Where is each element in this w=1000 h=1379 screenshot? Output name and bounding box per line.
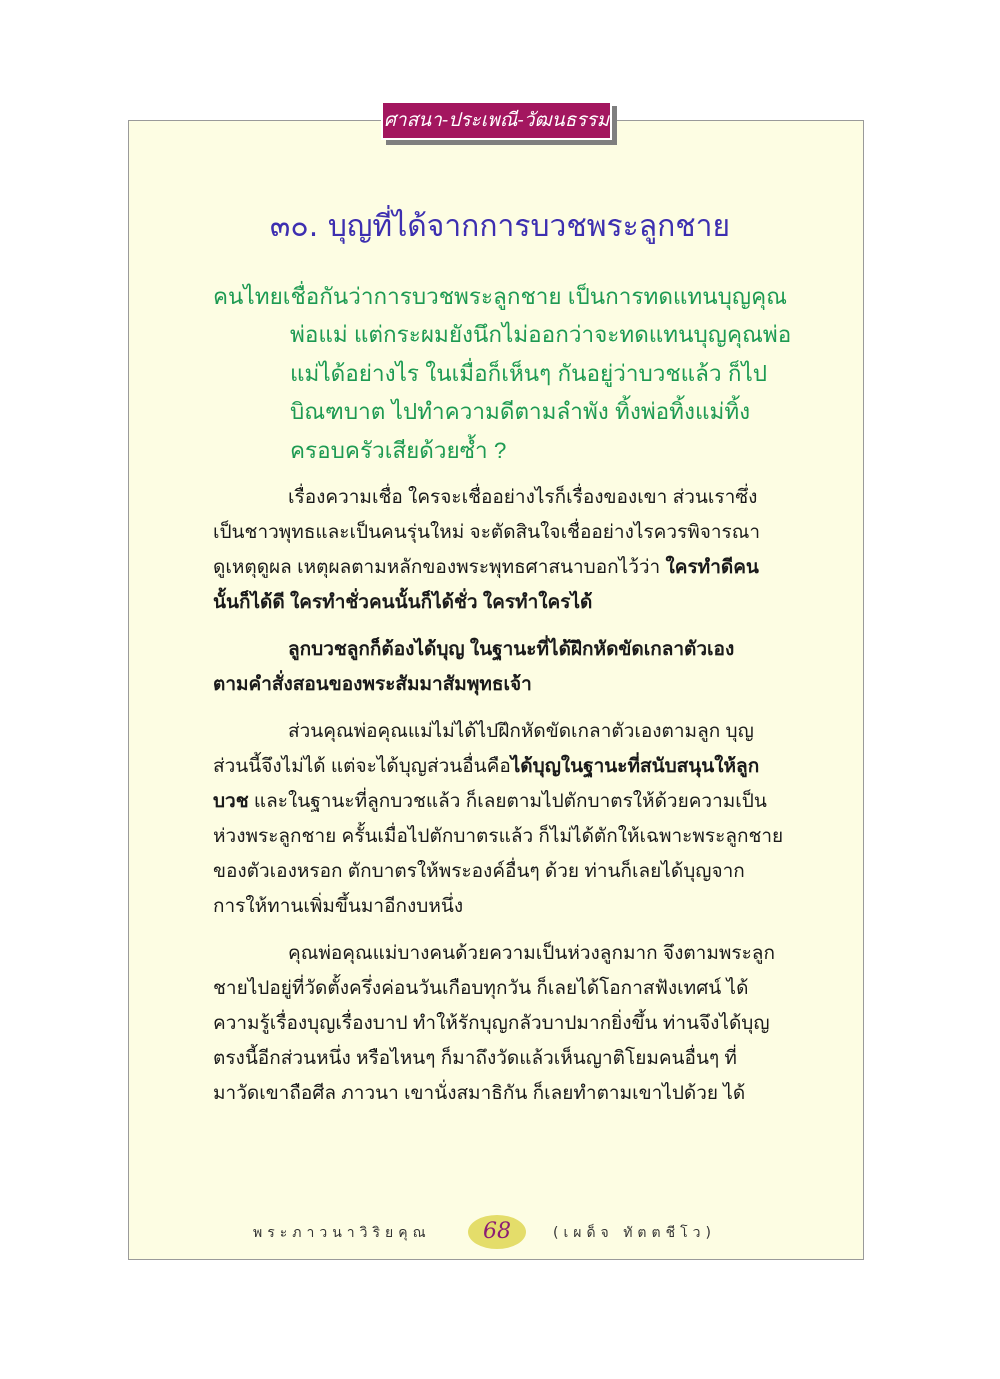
body-bold-text: ลูกบวชลูกก็ต้องได้บุญ ในฐานะที่ได้ฝึกหัดขัดเกลาตัวเอง xyxy=(288,639,735,660)
paragraph-3 xyxy=(213,714,793,924)
page-footer xyxy=(128,1212,864,1252)
paragraph-2 xyxy=(213,632,793,702)
body-line xyxy=(213,784,793,819)
body-line: ตรงนี้อีกส่วนหนึ่ง หรือไหนๆ ก็มาถึงวัดแล้วเห็นญาติโยมคนอื่นๆ ที่ xyxy=(213,1048,737,1069)
footer-author: (เผด็จ ทัตตชีโว) xyxy=(553,1225,716,1241)
body-line: ของตัวเองหรอก ตักบาตรให้พระองค์อื่นๆ ด้วย ท่านก็เลยได้บุญจาก xyxy=(213,861,745,882)
body-line xyxy=(213,749,793,784)
body-line: การให้ทานเพิ่มขึ้นมาอีกงบหนึ่ง xyxy=(213,896,464,917)
intro-line: คนไทยเชื่อกันว่าการบวชพระลูกชาย เป็นการทดแทนบุญคุณ xyxy=(213,284,788,309)
intro-question xyxy=(213,278,803,470)
intro-line: แม่ได้อย่างไร ในเมื่อก็เห็นๆ กันอยู่ว่าบวชแล้ว ก็ไป xyxy=(290,360,768,386)
body-text: ดูเหตุดูผล เหตุผลตามหลักของพระพุทธศาสนาบอกไว้ว่า xyxy=(213,557,666,578)
body-line xyxy=(213,632,793,667)
body-line: เรื่องความเชื่อ ใครจะเชื่ออย่างไรก็เรื่องของเขา ส่วนเราซึ่ง xyxy=(288,487,758,508)
intro-line: บิณฑบาต ไปทำความดีตามลำพัง ทิ้งพ่อทิ้งแม่ทิ้ง xyxy=(290,399,751,425)
body-line: ห่วงพระลูกชาย ครั้นเมื่อไปตักบาตรแล้ว ก็ไม่ได้ตักให้เฉพาะพระลูกชาย xyxy=(213,826,784,847)
body-bold-text: ใครทำดีคน xyxy=(665,557,759,578)
body-bold-text: ตามคำสั่งสอนของพระสัมมาสัมพุทธเจ้า xyxy=(213,674,532,695)
body-text: และในฐานะที่ลูกบวชแล้ว ก็เลยตามไปตักบาตรให้ด้วยความเป็น xyxy=(248,791,767,812)
body-text: ส่วนนี้จึงไม่ได้ แต่จะได้บุญส่วนอื่นคือ xyxy=(213,756,511,777)
body-line: มาวัดเขาถือศีล ภาวนา เขานั่งสมาธิกัน ก็เลยทำตามเขาไปด้วย ได้ xyxy=(213,1083,746,1104)
body-line xyxy=(213,585,793,620)
body-bold-text: ได้บุญในฐานะที่สนับสนุนให้ลูก xyxy=(510,756,760,777)
body-line: เป็นชาวพุทธและเป็นคนรุ่นใหม่ จะตัดสินใจเชื่ออย่างไรควรพิจารณา xyxy=(213,522,761,543)
body-line xyxy=(213,667,793,702)
paragraph-1 xyxy=(213,480,793,620)
body-line: คุณพ่อคุณแม่บางคนด้วยความเป็นห่วงลูกมาก จึงตามพระลูก xyxy=(288,943,775,964)
footer-book-title: พระภาวนาวิริยคุณ xyxy=(253,1225,431,1241)
article-title: ๓๐. บุญที่ได้จากการบวชพระลูกชาย xyxy=(269,209,731,244)
article-body xyxy=(213,480,793,1123)
intro-line: ครอบครัวเสียด้วยซ้ำ ? xyxy=(290,437,507,463)
body-line xyxy=(213,550,793,585)
intro-line: พ่อแม่ แต่กระผมยังนึกไม่ออกว่าจะทดแทนบุญคุณพ่อ xyxy=(290,322,792,348)
paragraph-4 xyxy=(213,936,793,1111)
body-line: ส่วนคุณพ่อคุณแม่ไม่ได้ไปฝึกหัดขัดเกลาตัวเองตามลูก บุญ xyxy=(288,721,754,742)
body-line: ชายไปอยู่ที่วัดตั้งครึ่งค่อนวันเกือบทุกวัน ก็เลยได้โอกาสฟังเทศน์ ได้ xyxy=(213,978,749,999)
section-header-tab: ศาสนา-ประเพณี-วัฒนธรรม xyxy=(381,101,612,140)
body-bold-text: นั้นก็ได้ดี ใครทำชั่วคนนั้นก็ได้ชั่ว ใครทำใครได้ xyxy=(213,592,593,613)
body-bold-text: บวช xyxy=(213,791,249,812)
body-line: ความรู้เรื่องบุญเรื่องบาป ทำให้รักบุญกลัวบาปมากยิ่งขึ้น ท่านจึงได้บุญ xyxy=(213,1013,770,1034)
page-number-badge: 68 xyxy=(468,1215,526,1249)
